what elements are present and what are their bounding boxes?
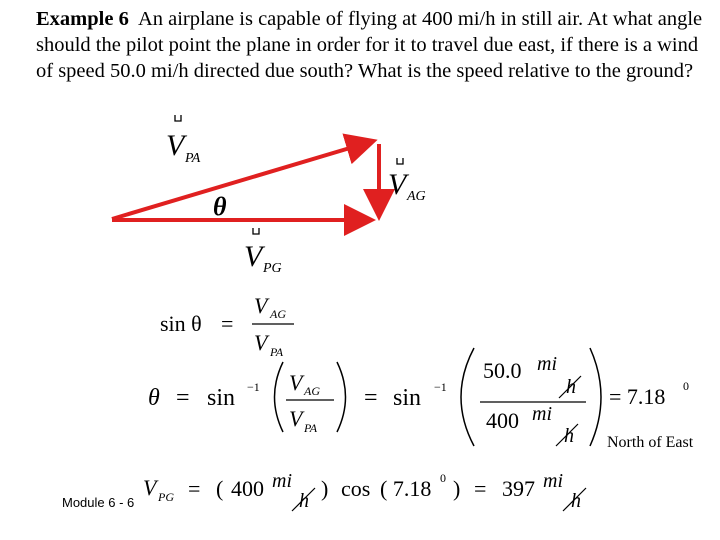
eq2-right-paren-2 bbox=[590, 348, 601, 446]
eq3-close-paren: ) bbox=[321, 476, 329, 501]
equation-ground-speed bbox=[143, 470, 586, 512]
eq3-angle-close: ) bbox=[453, 476, 461, 501]
eq1-numerator-sub: AG bbox=[270, 307, 286, 321]
eq1-lhs: sin θ bbox=[160, 311, 202, 336]
vector-hat-icon bbox=[397, 158, 403, 164]
eq2-equals: = bbox=[176, 385, 190, 411]
eq2-num-v: V bbox=[289, 370, 303, 395]
eq2-equals-2: = bbox=[364, 385, 378, 411]
eq2-theta: θ bbox=[148, 385, 160, 411]
eq2-num-unit-mi: mi bbox=[537, 353, 557, 375]
vector-diagram bbox=[112, 115, 426, 276]
eq2-den-unit-h: h bbox=[564, 425, 574, 447]
vpg-subscript: PG bbox=[263, 261, 282, 276]
eq3-lhs-v: V bbox=[143, 475, 157, 500]
eq2-result: = 7.18 bbox=[609, 384, 666, 409]
eq2-den-sub: PA bbox=[304, 421, 318, 435]
eq3-angle: ( 7.18 bbox=[380, 476, 432, 501]
eq3-result-unit-mi: mi bbox=[543, 470, 563, 492]
label-vag bbox=[388, 158, 426, 204]
eq2-num-sub: AG bbox=[304, 384, 320, 398]
angle-theta-label: θ bbox=[213, 192, 227, 221]
example-label: Example 6 bbox=[36, 8, 129, 30]
eq3-open-paren: ( bbox=[216, 476, 224, 501]
eq3-lhs-sub: PG bbox=[158, 490, 174, 504]
vector-vpa-arrow bbox=[112, 142, 370, 219]
eq2-inverse-exponent-2: −1 bbox=[434, 380, 447, 394]
vector-hat-icon bbox=[253, 228, 259, 234]
eq2-den-unit-mi: mi bbox=[532, 403, 552, 425]
eq1-denominator-sub: PA bbox=[270, 345, 284, 359]
eq2-num-value: 50.0 bbox=[483, 358, 522, 383]
eq2-degree: 0 bbox=[683, 379, 689, 393]
label-vpa bbox=[166, 115, 201, 166]
eq1-denominator-v: V bbox=[254, 330, 268, 355]
vag-symbol: V bbox=[388, 168, 407, 201]
equation-sine bbox=[160, 293, 294, 359]
eq3-value: 400 bbox=[231, 476, 264, 501]
slide-footer: Module 6 - 6 bbox=[62, 495, 135, 510]
eq2-right-paren bbox=[337, 362, 346, 432]
eq3-result-unit-h: h bbox=[571, 490, 581, 512]
eq2-sin: sin bbox=[207, 385, 236, 411]
eq2-left-paren-2 bbox=[461, 348, 474, 446]
vector-hat-icon bbox=[175, 115, 181, 121]
problem-text: An airplane is capable of flying at 400 mi/h in still air. At what angle should the pilot point the plane in order for it to travel due east, if there is a wind of speed 50.0 mi/h directed due south? What is the speed relative to the ground? bbox=[36, 8, 703, 82]
eq3-unit-mi: mi bbox=[272, 470, 292, 492]
eq3-cos: cos bbox=[341, 476, 371, 501]
eq2-den-v: V bbox=[289, 406, 303, 431]
eq2-inverse-exponent: −1 bbox=[247, 380, 260, 394]
eq1-numerator-v: V bbox=[254, 293, 268, 318]
eq3-degree: 0 bbox=[440, 471, 446, 485]
eq2-num-unit-h: h bbox=[566, 376, 576, 398]
vpa-subscript: PA bbox=[185, 151, 201, 166]
label-vpg bbox=[244, 228, 282, 276]
vpg-symbol: V bbox=[244, 240, 263, 273]
eq2-sin-2: sin bbox=[393, 385, 422, 411]
eq3-equals: = bbox=[188, 476, 201, 501]
direction-note: North of East bbox=[607, 434, 694, 451]
vpa-symbol: V bbox=[166, 129, 185, 162]
eq2-den-value: 400 bbox=[486, 408, 519, 433]
eq3-result: 397 bbox=[502, 476, 535, 501]
vag-subscript: AG bbox=[407, 189, 426, 204]
eq1-equals: = bbox=[221, 311, 234, 336]
eq3-unit-h: h bbox=[299, 490, 309, 512]
equation-theta bbox=[148, 348, 689, 447]
eq3-equals-2: = bbox=[474, 476, 487, 501]
eq2-left-paren bbox=[275, 362, 284, 432]
